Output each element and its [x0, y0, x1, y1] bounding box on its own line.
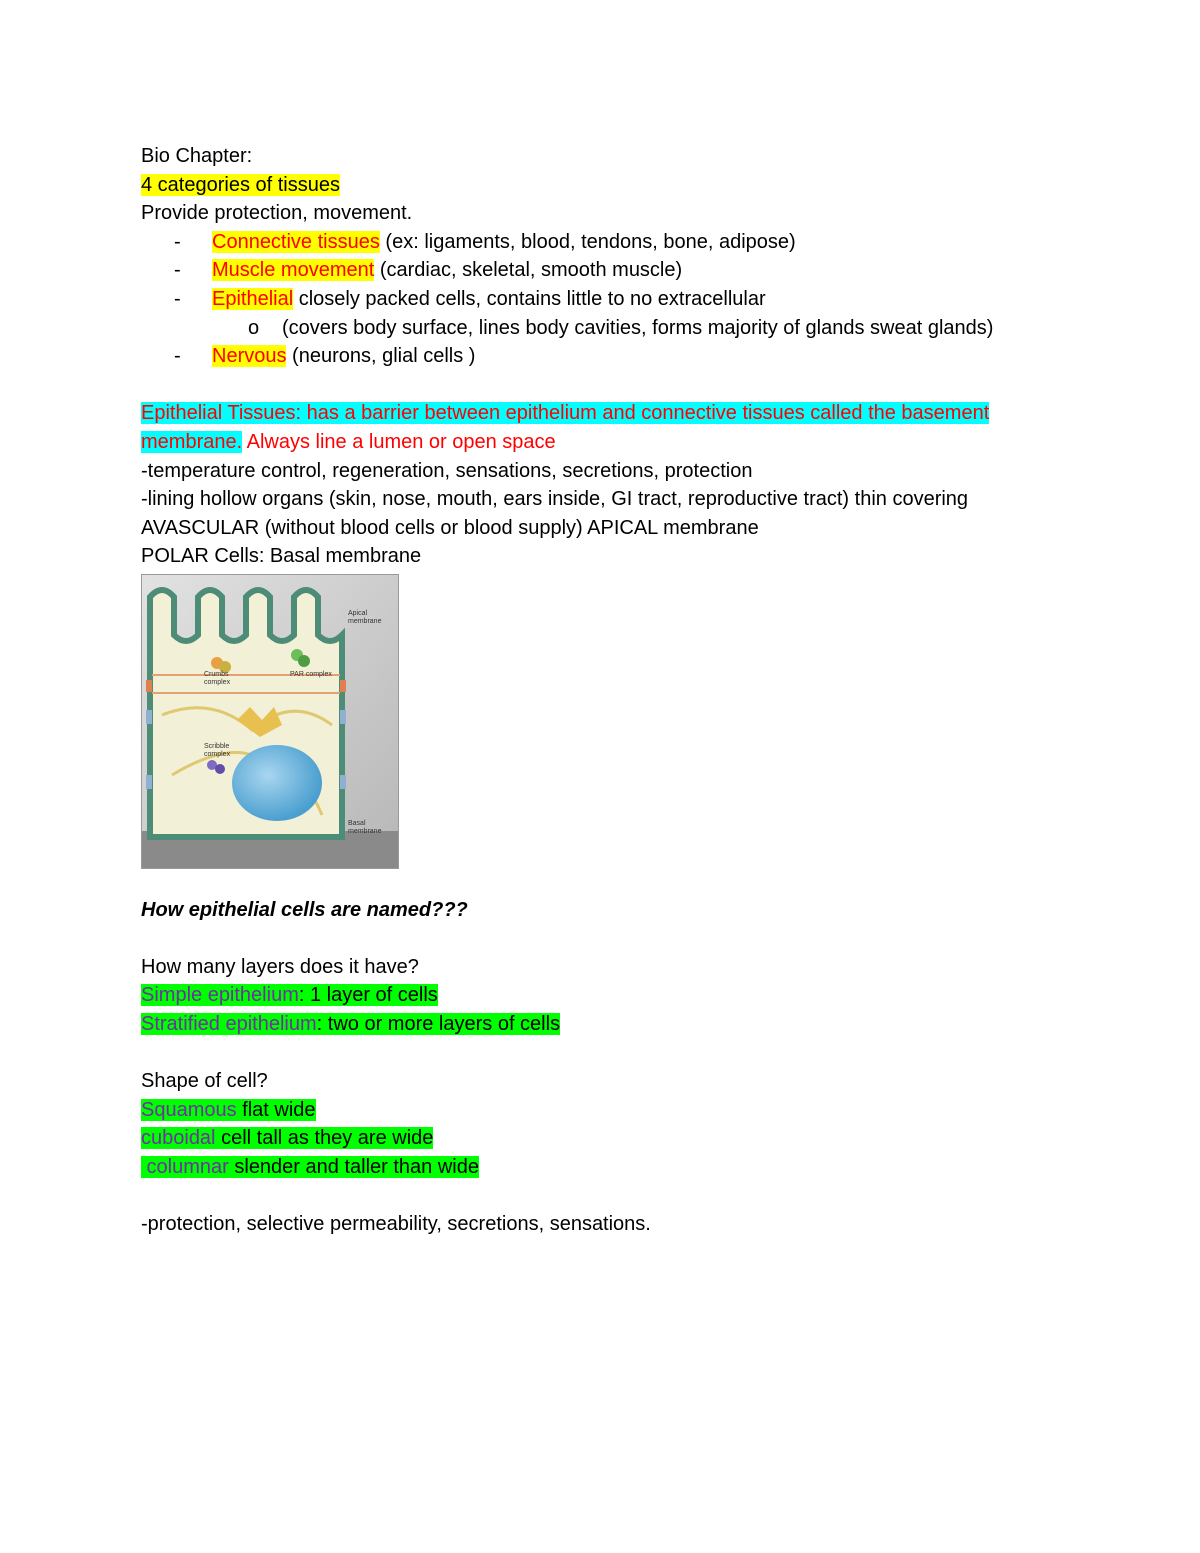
term-muscle: Muscle movement — [212, 259, 375, 282]
epithelial-heading-line2: membrane. — [141, 430, 243, 453]
cuboidal-line: cuboidal cell tall as they are wide — [141, 1127, 434, 1150]
epithelial-heading-line1: Epithelial Tissues: has a barrier between epithelium and connective tissues called the basement — [141, 402, 990, 425]
bullet-dash: - — [174, 345, 181, 368]
epithelial-cell-illustration — [142, 575, 398, 868]
provide-line: Provide protection, movement. — [141, 202, 413, 225]
label-crumbs-1: Crumbs — [204, 670, 229, 678]
sub-bullet-text: (covers body surface, lines body cavities, forms majority of glands sweat glands) — [282, 316, 994, 339]
label-basal-2: membrane — [348, 827, 382, 835]
lumen-text: Always line a lumen or open space — [242, 430, 556, 453]
bullet-dash: - — [174, 230, 181, 253]
term-connective: Connective tissues — [212, 230, 380, 253]
shape-question: Shape of cell? — [141, 1070, 268, 1093]
temperature-line: -temperature control, regeneration, sensations, secretions, protection — [141, 459, 753, 482]
simple-epithelium-line: Simple epithelium: 1 layer of cells — [141, 984, 438, 1007]
lining-line: -lining hollow organs (skin, nose, mouth, ears inside, GI tract, reproductive tract) thin covering — [141, 488, 969, 511]
bullet-dash: - — [174, 287, 181, 310]
label-crumbs-2: complex — [204, 678, 231, 686]
stratified-epithelium-line: Stratified epithelium: two or more layers of cells — [141, 1012, 561, 1035]
term-squamous: Squamous — [141, 1098, 237, 1121]
categories-heading: 4 categories of tissues — [141, 173, 340, 196]
bullet-text: (neurons, glial cells ) — [286, 345, 476, 368]
polar-line: POLAR Cells: Basal membrane — [141, 545, 422, 568]
final-line: -protection, selective permeability, secretions, sensations. — [141, 1213, 651, 1236]
term-simple: Simple epithelium — [141, 984, 299, 1007]
label-par: PAR complex — [290, 670, 332, 678]
bullet-dash: - — [174, 259, 181, 282]
bullet-text: closely packed cells, contains little to no extracellular — [293, 287, 766, 310]
label-scribble-1: Scribble — [204, 742, 230, 750]
avascular-line: AVASCULAR (without blood cells or blood supply) APICAL membrane — [141, 516, 759, 539]
bullet-epithelial — [141, 285, 1071, 314]
sub-bullet-marker: o — [248, 316, 260, 339]
how-named-question: How epithelial cells are named??? — [141, 898, 468, 921]
term-cuboidal: cuboidal — [141, 1127, 216, 1150]
epithelial-cell-figure — [141, 574, 399, 869]
label-apical-2: membrane — [348, 617, 382, 625]
doc-title: Bio Chapter: — [141, 145, 253, 167]
term-stratified: Stratified epithelium — [141, 1012, 317, 1035]
document-body — [141, 142, 1071, 1239]
bullet-text: (ex: ligaments, blood, tendons, bone, adipose) — [379, 230, 796, 253]
label-apical-1: Apical — [348, 609, 368, 617]
label-scribble-2: complex — [204, 750, 231, 758]
columnar-line: columnar slender and taller than wide — [141, 1155, 479, 1178]
term-nervous: Nervous — [212, 345, 287, 368]
term-columnar: columnar — [141, 1155, 229, 1178]
bullet-nervous — [141, 342, 1071, 371]
term-epithelial: Epithelial — [212, 287, 294, 310]
bullet-connective — [141, 228, 1071, 257]
layers-question: How many layers does it have? — [141, 955, 419, 978]
bullet-text: (cardiac, skeletal, smooth muscle) — [374, 259, 683, 282]
sub-bullet — [141, 314, 1071, 343]
bullet-muscle — [141, 256, 1071, 285]
squamous-line: Squamous flat wide — [141, 1098, 316, 1121]
label-basal-1: Basal — [348, 819, 366, 827]
